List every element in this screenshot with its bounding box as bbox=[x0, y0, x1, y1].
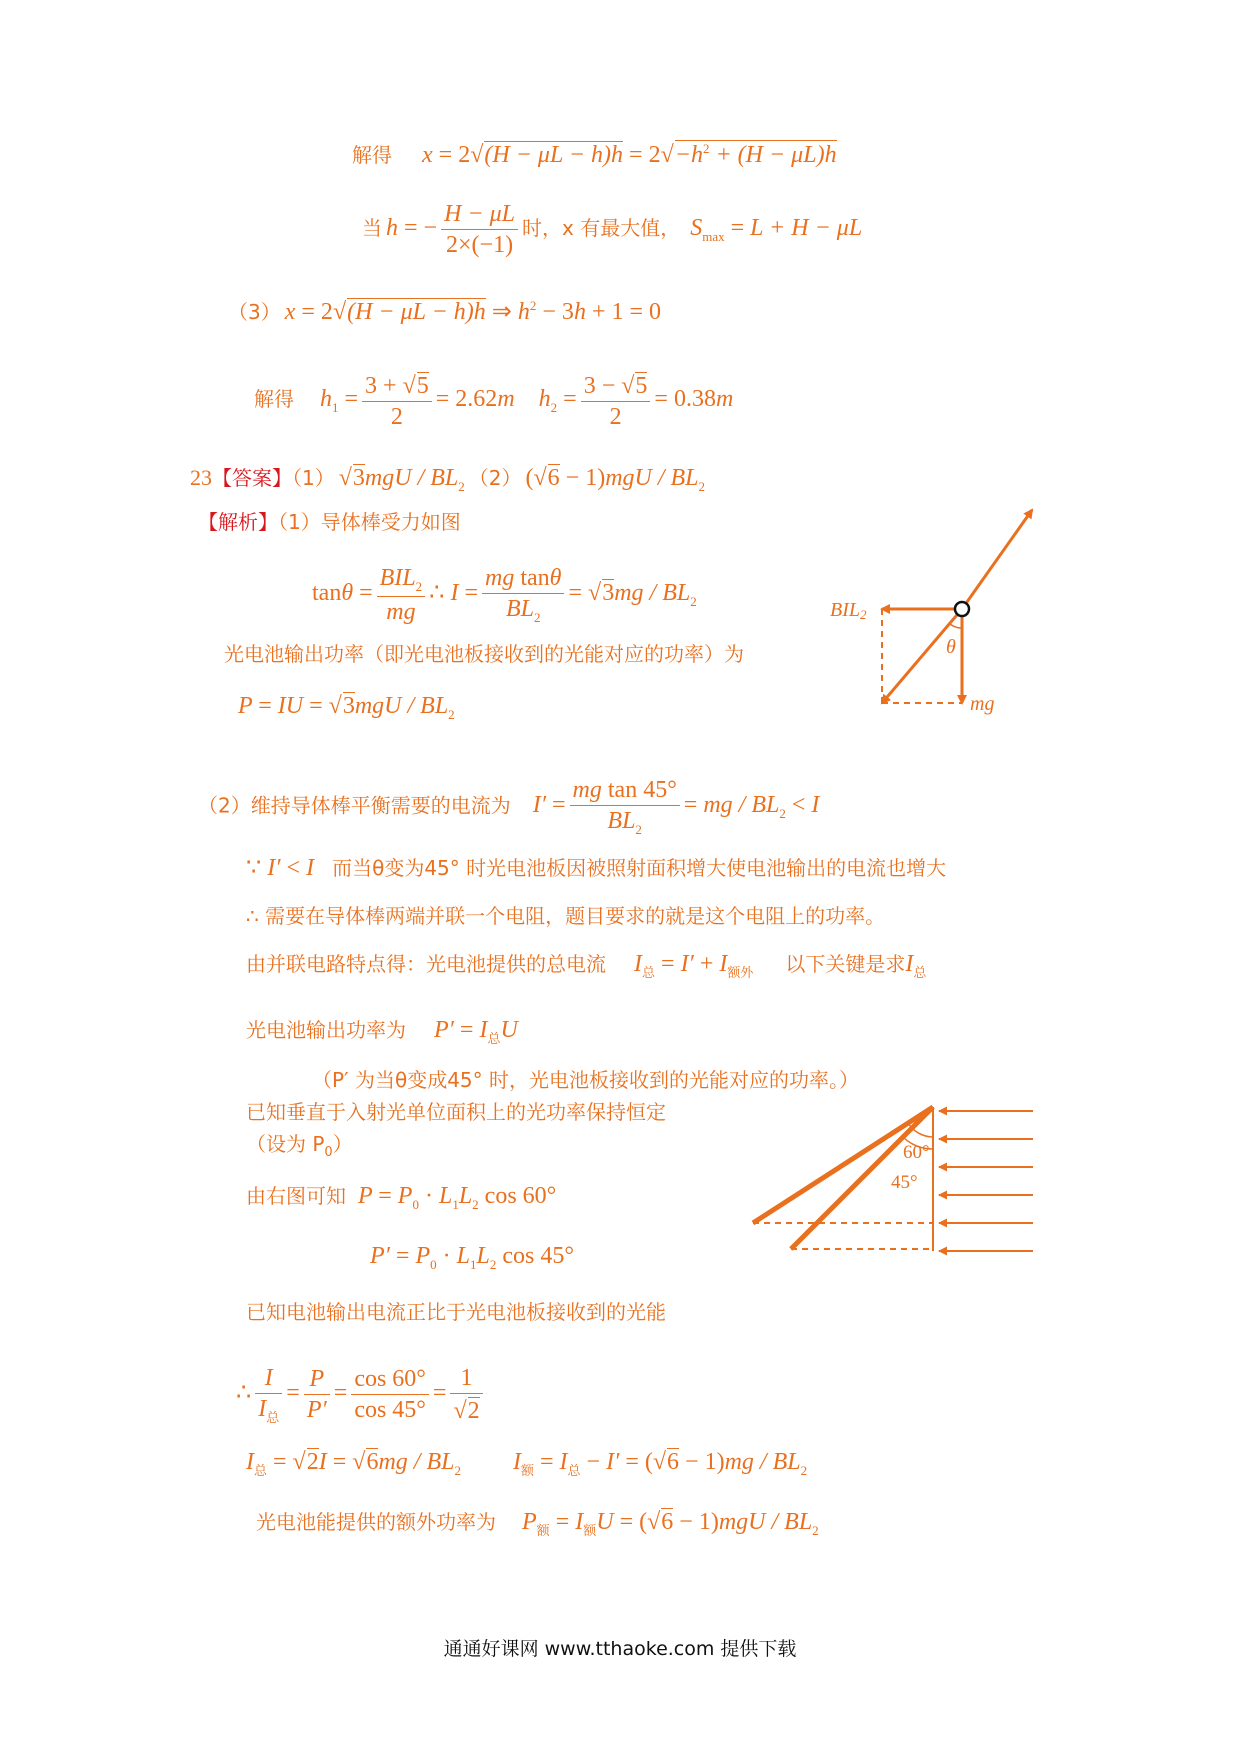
mg-label: mg bbox=[970, 693, 995, 715]
set-close: ） bbox=[332, 1132, 353, 1156]
formula-tan-theta: tanθ = $\frac{BIL_2}{mg}$ ∴ I = $\frac{\text{mg tanθ}}{BL_2}$ = $√3mg / BL_2$ bbox=[312, 565, 697, 625]
because-text: 而当θ变为45° 时光电池板因被照射面积增大使电池输出的电流也增大 bbox=[332, 856, 947, 880]
theta-arc bbox=[950, 624, 962, 628]
from-fig-text: 由右图可知 bbox=[246, 1184, 346, 1208]
formula-part3: x = 2√(H − μL − h)h ⇒ $h^2 - 3h + 1 = 0$ bbox=[284, 298, 662, 325]
analysis-intro: （1）导体棒受力如图 bbox=[278, 510, 461, 534]
answer-part2-label: （2） bbox=[468, 466, 522, 490]
analysis-label: 【解析】 bbox=[198, 510, 278, 534]
set-p0-text bbox=[246, 1134, 353, 1159]
when-tail: 时，x 有最大值， bbox=[522, 216, 681, 241]
answer-part2-formula: $(√6 - 1)mgU / BL_2$ bbox=[525, 465, 706, 494]
formula-i-total-value: $I_总 = √2I = √6mg / BL_2$ bbox=[246, 1449, 461, 1478]
force-diagram bbox=[810, 500, 1050, 725]
answer-part1-formula: $√3mgU / BL_2$ bbox=[338, 465, 465, 494]
formula-p-prime: $P' = I_总U$ bbox=[434, 1017, 518, 1046]
formula-p-60: $P = P_0 \cdot L_1L_2$ cos 60° bbox=[358, 1183, 557, 1212]
formula-power: P = IU = $√3mgU / BL_2$ bbox=[238, 693, 455, 722]
part3-roots-line bbox=[254, 372, 733, 429]
light-diagram bbox=[745, 1096, 1045, 1266]
p-prime-line bbox=[370, 1244, 574, 1271]
parallel-text: 由并联电路特点得：光电池提供的总电流 bbox=[246, 952, 606, 976]
key-text: 以下关键是求 bbox=[785, 952, 906, 976]
formula-i-prime: I′ = $\frac{\text{mg tan 45°}}{BL_2}$ = mg / $BL_2 < I$ bbox=[532, 777, 820, 837]
extra-power-line bbox=[256, 1508, 819, 1537]
parallel-line bbox=[246, 952, 926, 979]
formula-roots: $h_1$ = $\frac{3 + √5}{2}$ = 2.62m $h_2$ = $\frac{3 - √5}{2}$ = 0.38m bbox=[320, 373, 734, 430]
ratio-line bbox=[236, 1366, 487, 1424]
part2-current-line bbox=[198, 778, 819, 836]
answer-part1-label: （1） bbox=[292, 466, 335, 490]
formula-p-45: $P' = P_0 \cdot L_1L_2$ cos 45° bbox=[370, 1243, 574, 1272]
bil-label: BIL2 bbox=[830, 599, 867, 622]
set-sub: 0 bbox=[324, 1145, 333, 1160]
part3-label: （3） bbox=[228, 300, 281, 324]
part3-line bbox=[228, 298, 661, 324]
extra-power-text: 光电池能提供的额外功率为 bbox=[256, 1510, 496, 1534]
q23-answer-line bbox=[190, 464, 705, 493]
total-current-line bbox=[246, 1448, 807, 1477]
solve-label: 解得 bbox=[352, 143, 392, 167]
known1-text: 已知垂直于入射光单位面积上的光功率保持恒定 bbox=[246, 1100, 666, 1124]
when-line bbox=[362, 202, 862, 257]
output-power-line bbox=[246, 1018, 518, 1045]
solve-line-1 bbox=[352, 140, 837, 167]
q23-number: 23 bbox=[190, 465, 212, 490]
formula-p-extra: $P_额 = I_额U = (√6 - 1)mgU / BL_2$ bbox=[522, 1509, 819, 1538]
analysis-line bbox=[198, 512, 461, 533]
power-text: 光电池输出功率（即光电池板接收到的光能对应的功率）为 bbox=[224, 642, 744, 666]
from-fig-line bbox=[246, 1184, 556, 1211]
power-formula-line bbox=[238, 692, 455, 721]
formula-i-extra: $I_额 = I_总 - I' = (√6 - 1)mg / BL_2$ bbox=[512, 1449, 808, 1478]
incident-light-rays bbox=[939, 1111, 1033, 1251]
angle-60-label: 60° bbox=[903, 1142, 930, 1163]
formula-h-extremum: h = − $\frac{H - \mu L}{2\times(-1)}$ bbox=[386, 215, 522, 241]
tan-line bbox=[312, 566, 697, 624]
formula-x-max: $x = 2√(H - \mu L - h)h = 2√-h^2 + (H - \mu L)h$ bbox=[422, 141, 837, 168]
known2-text: 已知电池输出电流正比于光电池板接收到的光能 bbox=[246, 1300, 666, 1324]
rod-cross-section bbox=[955, 602, 969, 616]
formula-ratio: ∴ $\frac{I}{I_总}$ = $\frac{P}{P'}$ = $\frac{\cos 60^\circ}{\cos 45^\circ}$ = $\frac{1}{√2}$ bbox=[236, 1380, 487, 1406]
formula-s-max: $S_{max} = L + H - \mu L$ bbox=[690, 215, 863, 244]
formula-total-current: $I_总 = I' + I_{额外}$ bbox=[634, 951, 754, 980]
when-label: 当 bbox=[362, 216, 382, 241]
panel-at-60 bbox=[753, 1107, 933, 1223]
footer-source: 通通好课网 www.tthaoke.com 提供下载 bbox=[443, 1638, 797, 1660]
set-text: （设为 P bbox=[246, 1132, 325, 1156]
note-text: （P′ 为当θ变成45° 时，光电池板接收到的光能对应的功率。） bbox=[312, 1068, 860, 1092]
formula-i-total: $I_总$ bbox=[905, 951, 927, 980]
answer-label: 【答案】 bbox=[212, 466, 292, 490]
therefore-text: ∴ 需要在导体棒两端并联一个电阻，题目要求的就是这个电阻上的功率。 bbox=[246, 904, 886, 928]
output-power-text: 光电池输出功率为 bbox=[246, 1018, 406, 1042]
angle-45-label: 45° bbox=[891, 1172, 918, 1193]
part2-label: （2）维持导体棒平衡需要的电流为 bbox=[198, 793, 511, 818]
support-force-arrow bbox=[962, 510, 1032, 609]
theta-label: θ bbox=[946, 636, 956, 658]
formula-because: ∵ I′ < I bbox=[246, 855, 315, 881]
because-line bbox=[246, 856, 946, 880]
part3-solve-label: 解得 bbox=[254, 387, 294, 412]
